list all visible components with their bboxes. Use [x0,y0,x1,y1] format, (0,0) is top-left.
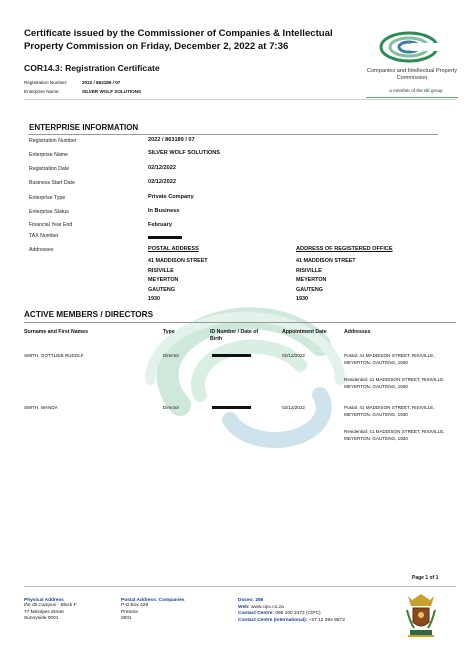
member-residential: Residential: 41 MADDISON STREET, RISIVILLE, MEYERTON, GAUTENG, 1930 [344,377,445,389]
reg-value: 2022 / 863189 / 07 [82,80,121,85]
members-divider [24,322,456,323]
member-name: SMITH, GOTTLIEB RUDOLF [24,353,84,358]
field-label-tax-number: TAX Number [29,233,59,239]
col-appointment: Appointment Date [282,329,327,335]
field-label-registration-date: Registration Date [29,166,70,172]
field-label-registration-number: Registration Number [29,138,77,144]
member-postal: Postal: 41 MADDISON STREET, RISIVILLE, MEYERTON, GAUTENG, 1930 [344,405,435,417]
cipc-logo-icon [377,30,441,64]
footer-divider [24,586,456,587]
web-link[interactable]: www.cipc.co.za [250,604,284,610]
field-label-business-start-date: Business Start Date [29,180,75,186]
enterprise-heading: ENTERPRISE INFORMATION [29,123,139,132]
field-value-registration-number: 2022 / 863189 / 07 [148,137,195,143]
field-value-enterprise-name: SILVER WOLF SOLUTIONS [148,150,220,156]
col-type: Type [163,329,175,335]
footer-physical: Physical Address the dti Campus - Block F 77 Meintjies Street Sunnyside 0001 [24,598,77,622]
name-label: Enterprise Name: [24,89,60,94]
footer-postal: Postal Address: Companies P O Box 429 Pretoria 0001 [121,598,185,622]
member-date: 02/12/2022 [282,353,305,358]
logo-sub: a member of the dti group [389,88,443,93]
member-type: Director [163,405,180,410]
logo-text: Companies and Intellectual Property Commission [366,68,458,81]
footer-contact: Docex: 256 Web: www.cipc.co.za Contact Centre: 086 100 2472 (CIPC) Contact Centre (International): +27 12 394 9573 [238,598,345,623]
member-residential: Residential: 41 MADDISON STREET, RISIVILLE, MEYERTON, GAUTENG, 1930 [344,429,445,441]
coat-of-arms-icon [404,592,438,640]
logo-divider [366,97,458,98]
member-id-redacted [212,354,251,357]
field-value-registration-date: 02/12/2022 [148,165,176,171]
document-title: COR14.3: Registration Certificate [24,63,160,73]
tax-number-redacted [148,236,182,239]
field-label-addresses: Addresses [29,247,54,253]
enterprise-divider [28,134,438,135]
registered-office-address: 41 MADDISON STREET RISIVILLE MEYERTON GAUTENG 1930 [296,258,356,303]
header-divider [24,99,456,100]
col-id: ID Number / Date of Birth [210,329,259,342]
postal-address-heading: POSTAL ADDRESS [148,246,199,252]
member-date: 02/12/2022 [282,405,305,410]
member-name: SMITH, WANDA [24,405,58,410]
field-label-enterprise-status: Enterprise Status [29,209,69,215]
field-value-enterprise-status: In Business [148,208,180,214]
registered-office-heading: ADDRESS OF REGISTERED OFFICE [296,246,393,252]
field-value-financial-year-end: February [148,222,172,228]
certificate-title: Certificate issued by the Commissioner of Companies & Intellectual Property Commission on Friday, December 2, 2022 at 7:36 [24,28,333,52]
member-postal: Postal: 41 MADDISON STREET, RISIVILLE, MEYERTON, GAUTENG, 1930 [344,353,435,365]
postal-address: 41 MADDISON STREET RISIVILLE MEYERTON GAUTENG 1930 [148,258,208,303]
field-label-financial-year-end: Financial Year End [29,222,73,228]
field-value-enterprise-type: Private Company [148,194,194,200]
col-name: Surname and First Names [24,329,89,335]
members-heading: ACTIVE MEMBERS / DIRECTORS [24,310,154,319]
member-type: Director [163,353,180,358]
name-value: SILVER WOLF SOLUTIONS [82,89,142,94]
member-id-redacted [212,406,251,409]
field-value-business-start-date: 02/12/2022 [148,179,176,185]
page-number: Page 1 of 1 [412,575,439,581]
field-label-enterprise-type: Enterprise Type [29,195,66,201]
field-label-enterprise-name: Enterprise Name [29,152,68,158]
col-addresses: Addresses [344,329,371,335]
reg-label: Registration Number: [24,80,68,85]
